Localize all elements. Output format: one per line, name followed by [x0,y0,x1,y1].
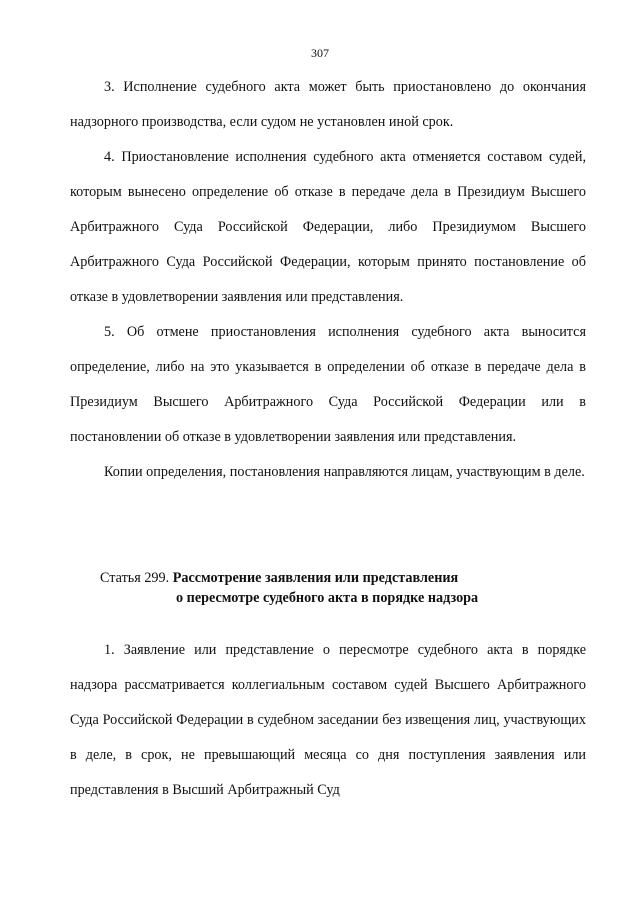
paragraph-item-3: 3. Исполнение судебного акта может быть приостановлено до окончания надзорного производства, если судом не установлен иной срок. [70,79,586,130]
article-title-line2: о пересмотре судебного акта в порядке надзора [176,590,479,606]
paragraph-item-4: 4. Приостановление исполнения судебного акта отменяется составом судей, которым вынесено определение об отказе в передаче дела в Президиум Высшего Арбитражного Суда Российской Федерации, либо Президиумом Высшего Арбитражного Суда Российской Федерации, которым принято постановление об отказе в удовлетворении заявления или представления. [70,149,586,305]
article-title-line1: Рассмотрение заявления или представления [172,570,459,586]
article-heading [100,568,580,608]
article-number: Статья 299. [100,570,170,586]
article-paragraph-1: 1. Заявление или представление о пересмотре судебного акта в порядке надзора рассматривается коллегиальным составом судей Высшего Арбитражного Суда Российской Федерации в судебном заседании без извещения лиц, участвующих в деле, в срок, не превышающий месяца со дня поступления заявления или представления в Высший Арбитражный Суд [70,642,586,798]
paragraph-item-5: 5. Об отмене приостановления исполнения судебного акта выносится определение, либо на это указывается в определении об отказе в передаче дела в Президиум Высшего Арбитражного Суда Российской Федерации или в постановлении об отказе в удовлетворении заявления или представления. [70,324,586,445]
page-number: 307 [311,46,329,60]
paragraph-copies: Копии определения, постановления направляются лицам, участвующим в деле. [104,464,585,480]
